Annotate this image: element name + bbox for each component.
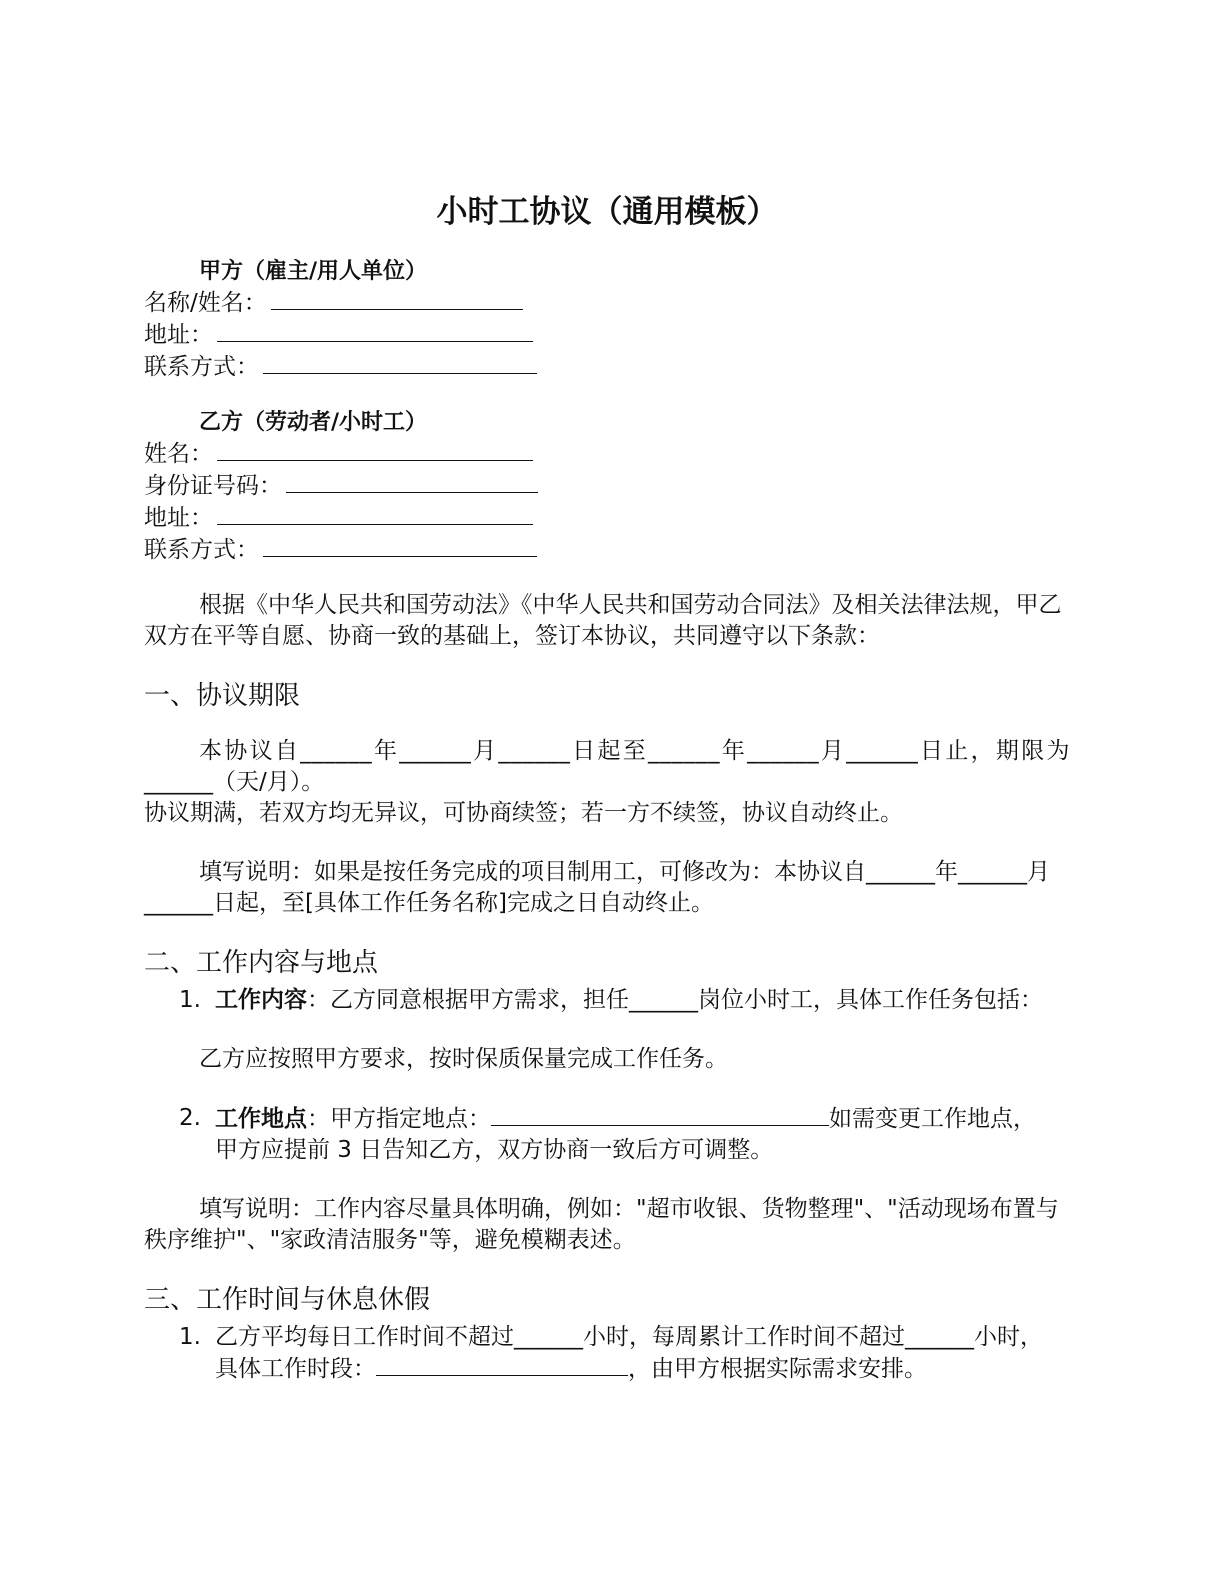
sec3-item1-line2-b: ，由甲方根据实际需求安排。 [628,1356,927,1382]
party-b-id-field [144,470,1070,502]
sec3-item1-line2-a: 具体工作时段： [215,1356,376,1382]
party-b-contact-blank[interactable] [263,534,537,557]
party-b-address-blank[interactable] [217,502,533,525]
party-b-name-blank[interactable] [217,438,533,461]
party-b-id-label: 身份证号码： [144,473,282,499]
sec1-term-line2: ______（天/月）。 [144,769,325,795]
list-number: 1. [179,1324,201,1350]
party-b-contact-label: 联系方式： [144,537,259,563]
list-number: 2. [179,1105,201,1131]
document-title: 小时工协议（通用模板） [436,194,778,230]
sec1-note: 填写说明：如果是按任务完成的项目制用工，可修改为：本协议自______年______月______日起，至[具体工作任务名称]完成之日自动终止。 [144,859,1050,916]
section-3-heading: 三、工作时间与休息休假 [144,1285,431,1315]
party-a-address-label: 地址： [144,322,213,348]
party-a-name-field [144,287,1070,319]
spacer [144,1016,1070,1044]
spacer [144,714,1070,736]
spacer [144,919,1070,945]
sec3-time-slot-blank[interactable] [376,1353,628,1376]
sec2-item1-text: ：乙方同意根据甲方需求，担任______岗位小时工，具体工作任务包括： [307,987,1043,1013]
party-a-contact-blank[interactable] [263,351,537,374]
spacer [144,829,1070,857]
spacer [144,1075,1070,1103]
sec2-item1-sub: 乙方应按照甲方要求，按时保质保量完成工作任务。 [199,1046,728,1072]
section-1-heading: 一、协议期限 [144,681,301,711]
sec3-item-1 [144,1322,1070,1353]
sec3-item1-line1: 乙方平均每日工作时间不超过______小时，每周累计工作时间不超过______小时， [215,1324,1043,1350]
document-content [144,190,1070,1385]
spacer [144,652,1070,678]
party-a-name-label: 名称/姓名： [144,290,267,316]
party-a-address-blank[interactable] [217,319,533,342]
party-b-address-field [144,502,1070,534]
intro-paragraph: 根据《中华人民共和国劳动法》《中华人民共和国劳动合同法》及相关法律法规，甲乙双方在平等自愿、协商一致的基础上，签订本协议，共同遵守以下条款： [144,592,1062,649]
spacer [144,1166,1070,1194]
sec2-item1-bold: 工作内容 [215,987,307,1013]
party-b-address-label: 地址： [144,505,213,531]
party-a-contact-label: 联系方式： [144,354,259,380]
sec1-renewal-paragraph: 协议期满，若双方均无异议，可协商续签；若一方不续签，协议自动终止。 [144,800,903,826]
sec2-item-2 [144,1103,1070,1135]
section-2-heading: 二、工作内容与地点 [144,948,379,978]
party-a-address-field [144,319,1070,351]
party-b-name-field [144,438,1070,470]
party-a-name-blank[interactable] [271,287,523,310]
sec2-item-1 [144,985,1070,1016]
sec2-item2-bold: 工作地点 [215,1106,307,1132]
spacer [144,1256,1070,1282]
party-b-id-blank[interactable] [286,470,538,493]
sec2-item2-line2: 甲方应提前 3 日告知乙方，双方协商一致后方可调整。 [215,1137,774,1163]
spacer [144,383,1070,407]
sec2-note: 填写说明：工作内容尽量具体明确，例如："超市收银、货物整理"、"活动现场布置与秩序维护"、"家政清洁服务"等，避免模糊表述。 [144,1196,1059,1253]
list-number: 1. [179,987,201,1013]
sec2-location-blank[interactable] [491,1103,829,1126]
party-b-name-label: 姓名： [144,441,213,467]
spacer [144,566,1070,590]
sec3-item1-line2 [144,1353,1070,1385]
party-b-heading: 乙方（劳动者/小时工） [199,410,428,435]
sec2-item2-text-a: ：甲方指定地点： [307,1106,491,1132]
party-b-contact-field [144,534,1070,566]
sec1-term-line1: 本协议自______年______月______日起至______年______月______日止，期限为 [199,738,1070,764]
party-a-heading: 甲方（雇主/用人单位） [199,259,428,284]
party-a-contact-field [144,351,1070,383]
sec2-item2-text-b: 如需变更工作地点， [829,1106,1036,1132]
